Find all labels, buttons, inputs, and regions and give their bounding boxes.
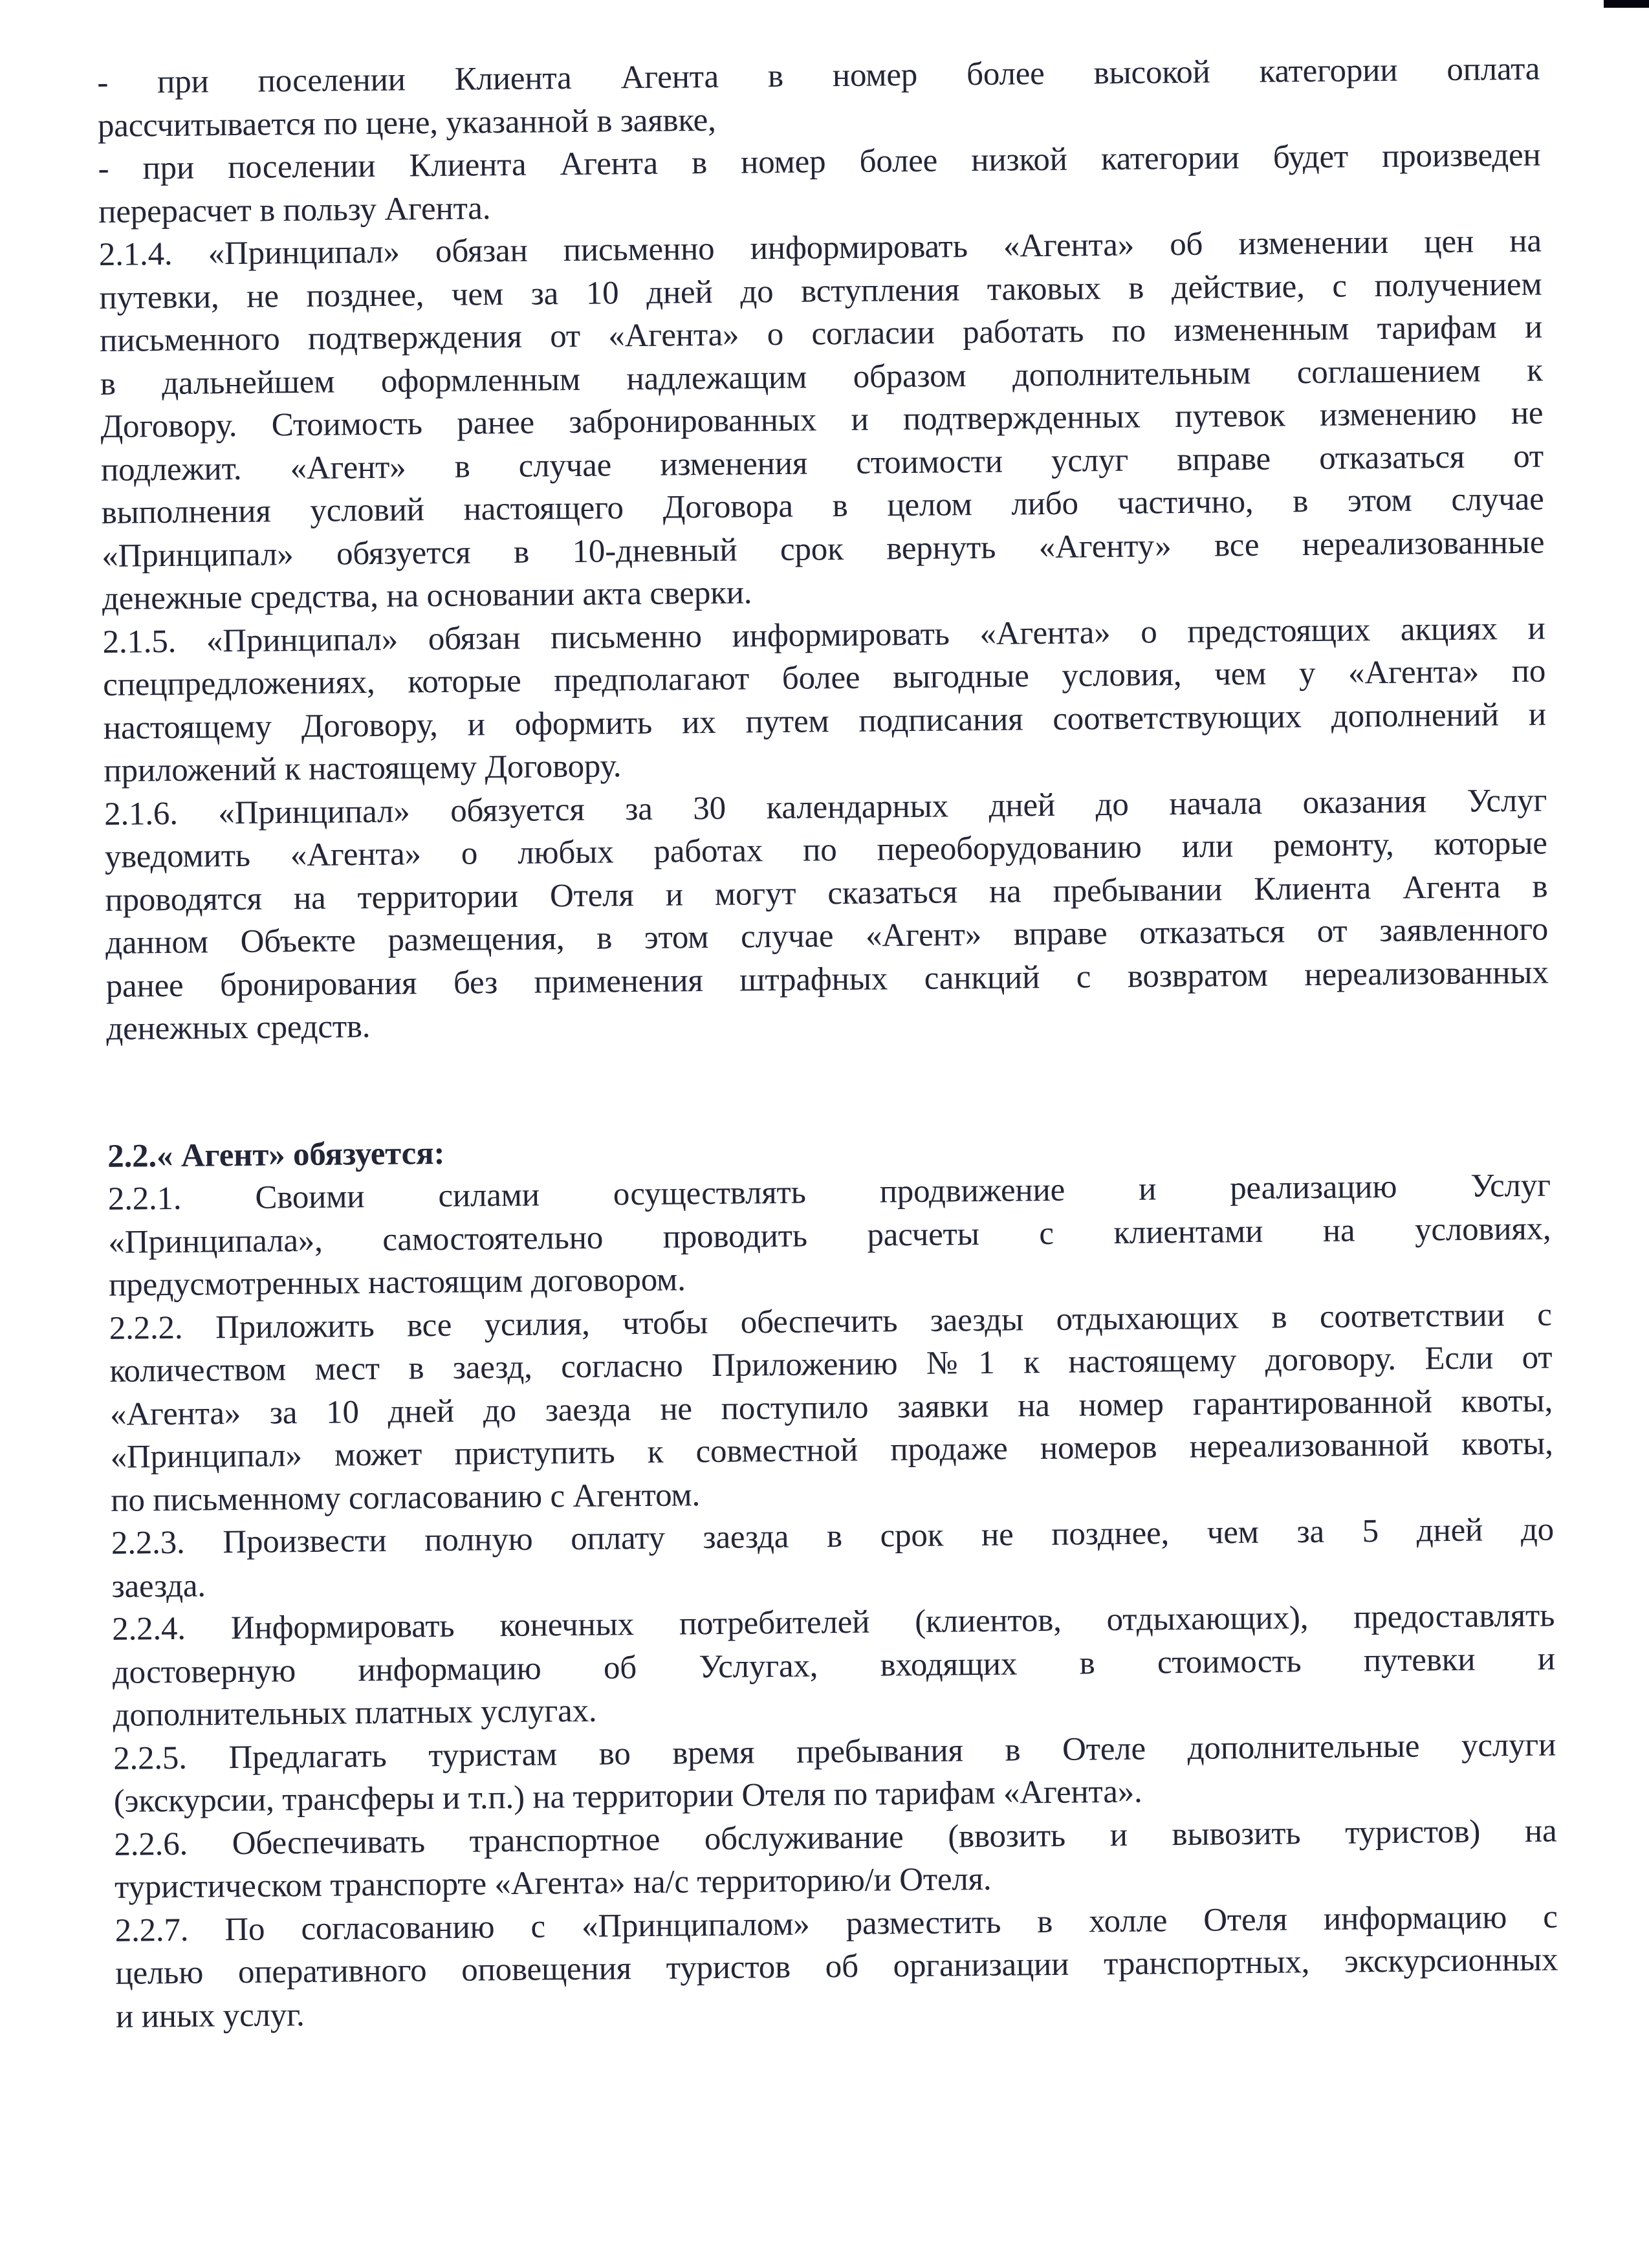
text-line: подлежит. «Агент» в случае изменения стоимости услуг вправе отказаться от bbox=[100, 438, 1544, 488]
text-line: Договору. Стоимость ранее забронированных и подтвержденных путевок изменению не bbox=[100, 395, 1544, 445]
text-line: 2.2.6. Обеспечивать транспортное обслуживание (ввозить и вывозить туристов) на bbox=[114, 1812, 1557, 1863]
text-line: денежных средств. bbox=[106, 1009, 371, 1047]
text-line: целью оперативного оповещения туристов об организации транспортных, экскурсионных bbox=[115, 1941, 1558, 1992]
text-line: спецпредложениях, которые предполагают более выгодные условия, чем у «Агента» по bbox=[102, 653, 1546, 703]
text-line: рассчитывается по цене, указанной в заявке, bbox=[97, 102, 716, 144]
text-line: достоверную информацию об Услугах, входящих в стоимость путевки и bbox=[112, 1640, 1556, 1691]
text-line: - при поселении Клиента Агента в номер более низкой категории будет произведен bbox=[98, 136, 1541, 187]
clause-2-2-6 bbox=[114, 1809, 1557, 1909]
clause-2-2-1 bbox=[108, 1164, 1552, 1307]
clause-2-1-4 bbox=[99, 220, 1545, 621]
text-line: настоящему Договору, и оформить их путем подписания соответствующих дополнений и bbox=[103, 696, 1547, 747]
clause-2-1-6 bbox=[104, 779, 1549, 1051]
text-line: путевки, не позднее, чем за 10 дней до вступления таковых в действие, с получением bbox=[99, 266, 1542, 316]
text-line: в дальнейшем оформленным надлежащим образом дополнительным соглашением к bbox=[100, 352, 1543, 402]
text-line: «Принципал» может приступить к совместной продаже номеров нереализованной квоты, bbox=[110, 1425, 1553, 1476]
text-line: количеством мест в заезд, согласно Приложению №1 к настоящему договору. Если от bbox=[109, 1339, 1553, 1390]
text-line: 2.2.1. Своими силами осуществлять продвижение и реализацию Услуг bbox=[107, 1167, 1551, 1217]
text-line: - при поселении Клиента Агента в номер более высокой категории оплата bbox=[97, 50, 1540, 101]
text-line: уведомить «Агента» о любых работах по переоборудованию или ремонту, которые bbox=[104, 825, 1547, 875]
text-line: 2.2.2. Приложить все усилия, чтобы обеспечить заезды отдыхающих в соответствии с bbox=[109, 1296, 1552, 1347]
text-line: 2.1.6. «Принципал» обязуется за 30 календарных дней до начала оказания Услуг bbox=[104, 782, 1547, 833]
text-line: данном Объекте размещения, в этом случае «Агент» вправе отказаться от заявленного bbox=[105, 911, 1549, 961]
text-line: по письменному согласованию с Агентом. bbox=[111, 1476, 701, 1519]
text-line: 2.2.7. По согласованию с «Принципалом» разместить в холле Отеля информацию с bbox=[115, 1898, 1558, 1949]
text-line: 2.2.5. Предлагать туристам во время пребывания в Отеле дополнительные услуги bbox=[113, 1726, 1556, 1777]
text-line: и иных услуг. bbox=[115, 1996, 305, 2035]
clause-2-1-5 bbox=[102, 607, 1546, 792]
document-page bbox=[97, 48, 1558, 2038]
clause-2-2-5 bbox=[113, 1723, 1556, 1823]
clause-2-2-3 bbox=[111, 1508, 1555, 1608]
scan-corner-mark bbox=[1604, 0, 1649, 8]
text-line: 2.1.5. «Принципал» обязан письменно информировать «Агента» о предстоящих акциях и bbox=[102, 610, 1545, 660]
text-line: перерасчет в пользу Агента. bbox=[98, 190, 491, 230]
text-line: дополнительных платных услугах. bbox=[113, 1692, 597, 1734]
text-line: 2.2.4. Информировать конечных потребителей (клиентов, отдыхающих), предоставлять bbox=[111, 1597, 1555, 1648]
text-line: ранее бронирования без применения штрафных санкций с возвратом нереализованных bbox=[105, 954, 1549, 1005]
text-line: проводятся на территории Отеля и могут сказаться на пребывании Клиента Агента в bbox=[105, 868, 1548, 919]
text-line: «Агента» за 10 дней до заезда не поступило заявки на номер гарантированной квоты, bbox=[109, 1382, 1553, 1433]
text-line: (экскурсии, трансферы и т.п.) на территории Отеля по тарифам «Агента». bbox=[113, 1773, 1142, 1820]
clause-2-2-2 bbox=[109, 1293, 1553, 1522]
clause-2-2-4 bbox=[112, 1594, 1556, 1737]
bullet-higher-category bbox=[97, 48, 1540, 147]
bullet-lower-category bbox=[98, 134, 1541, 234]
text-line: денежные средства, на основании акта сверки. bbox=[102, 574, 752, 617]
section-spacer bbox=[107, 1037, 1550, 1135]
text-line: 2.1.4. «Принципал» обязан письменно информировать «Агента» об изменении цен на bbox=[98, 223, 1542, 273]
clause-2-2-7 bbox=[115, 1895, 1558, 2038]
text-line: 2.2.3. Произвести полную оплату заезда в срок не позднее, чем за 5 дней до bbox=[111, 1511, 1555, 1562]
text-line: письменного подтверждения от «Агента» о согласии работать по измененным тарифам и bbox=[99, 309, 1543, 359]
text-line: туристическом транспорте «Агента» на/с территорию/и Отеля. bbox=[114, 1860, 992, 1906]
text-line: предусмотренных настоящим договором. bbox=[108, 1261, 686, 1303]
text-line: выполнения условий настоящего Договора в целом либо частично, в этом случае bbox=[101, 481, 1544, 531]
text-line: приложений к настоящему Договору. bbox=[104, 748, 622, 789]
text-line: заезда. bbox=[111, 1567, 206, 1605]
text-line: «Принципал» обязуется в 10-дневный срок вернуть «Агенту» все нереализованные bbox=[102, 524, 1545, 574]
text-line: «Принципала», самостоятельно проводить расчеты с клиентами на условиях, bbox=[108, 1210, 1551, 1261]
section-2-2-heading: 2.2.« Агент» обязуется: bbox=[107, 1135, 445, 1175]
